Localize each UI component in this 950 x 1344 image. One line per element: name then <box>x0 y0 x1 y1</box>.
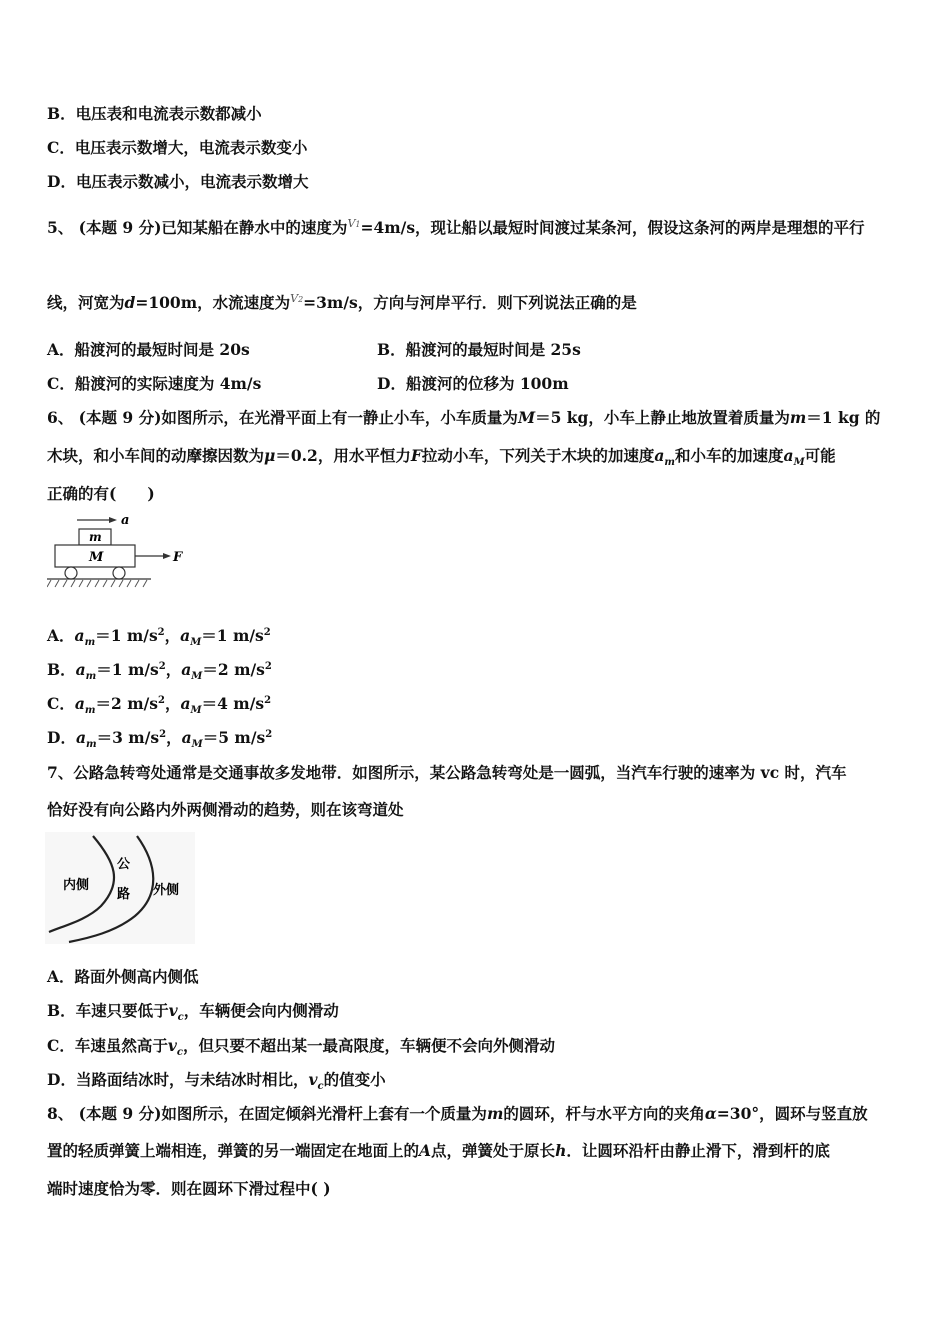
q6-line1: 6、 (本题 9 分)如图所示，在光滑平面上有一静止小车，小车质量为M＝5 kg，小车上静止地放置着质量为m＝1 kg 的 <box>47 408 881 427</box>
q5-line2: 线，河宽为d=100m，水流速度为$^{V2}$=3m/s，方向与河岸平行．则下列说法正确的是 <box>47 292 637 312</box>
inner-side-label: 内侧 <box>63 878 90 893</box>
road-figure <box>45 832 195 944</box>
q6-line2: 木块，和小车间的动摩擦因数为μ＝0.2，用水平恒力F拉动小车，下列关于木块的加速度$a_m$和小车的加速度$a_M$可能 <box>47 446 836 469</box>
q8-line2: 置的轻质弹簧上端相连，弹簧的另一端固定在地面上的A点，弹簧处于原长h．让圆环沿杆由静止滑下，滑到杆的底 <box>47 1141 830 1160</box>
option-b: B．电压表和电流表示数都减小 <box>47 104 262 123</box>
q7-option-d: D．当路面结冰时，与未结冰时相比，$v_c$的值变小 <box>47 1070 386 1093</box>
outer-side-label: 外侧 <box>153 883 180 898</box>
option-d: D．电压表示数减小，电流表示数增大 <box>47 172 309 191</box>
q5-option-a: A．船渡河的最短时间是 20s <box>47 340 250 359</box>
q5-line1: 5、 (本题 9 分)已知某船在静水中的速度为$^{V1}$=4m/s，现让船以最短时间渡过某条河，假设这条河的两岸是理想的平行 <box>47 217 865 237</box>
q7-option-c: C．车速虽然高于$v_c$，但只要不超出某一最高限度，车辆便不会向外侧滑动 <box>47 1036 555 1059</box>
q8-line1: 8、 (本题 9 分)如图所示，在固定倾斜光滑杆上套有一个质量为m的圆环，杆与水平方向的夹角α=30°，圆环与竖直放 <box>47 1104 868 1123</box>
q6-option-b: B．$a_m=1$ $m/s^2$，$a_M=2$ $m/s^2$ <box>47 660 272 683</box>
road-label-1: 公 <box>117 857 131 872</box>
q8-line3: 端时速度恰为零．则在圆环下滑过程中( ) <box>47 1179 331 1198</box>
accel-label: a <box>121 513 130 528</box>
q5-option-d: D．船渡河的位移为 100m <box>377 374 569 393</box>
q7-line1: 7、公路急转弯处通常是交通事故多发地带．如图所示，某公路急转弯处是一圆弧，当汽车行驶的速率为 vc 时，汽车 <box>47 763 847 782</box>
cart-figure <box>47 510 192 590</box>
q6-option-a: A．$a_m=1$ $m/s^2$，$a_M=1$ $m/s^2$ <box>47 626 271 649</box>
q6-option-c: C．$a_m=2$ $m/s^2$，$a_M=4$ $m/s^2$ <box>47 694 272 717</box>
q7-line2: 恰好没有向公路内外两侧滑动的趋势，则在该弯道处 <box>47 800 404 819</box>
option-c: C．电压表示数增大，电流表示数变小 <box>47 138 308 157</box>
q7-option-b: B．车速只要低于$v_c$，车辆便会向内侧滑动 <box>47 1001 339 1024</box>
q7-option-a: A．路面外侧高内侧低 <box>47 967 199 986</box>
block-label: m <box>89 530 102 544</box>
q5-option-b: B．船渡河的最短时间是 25s <box>377 340 581 359</box>
q6-line3: 正确的有( ) <box>47 484 155 503</box>
force-label: F <box>173 550 183 565</box>
cart-label: M <box>89 550 104 565</box>
road-label-2: 路 <box>117 887 131 902</box>
q5-option-c: C．船渡河的实际速度为 4m/s <box>47 374 262 393</box>
q6-option-d: D．$a_m=3$ $m/s^2$，$a_M=5$ $m/s^2$ <box>47 728 273 751</box>
